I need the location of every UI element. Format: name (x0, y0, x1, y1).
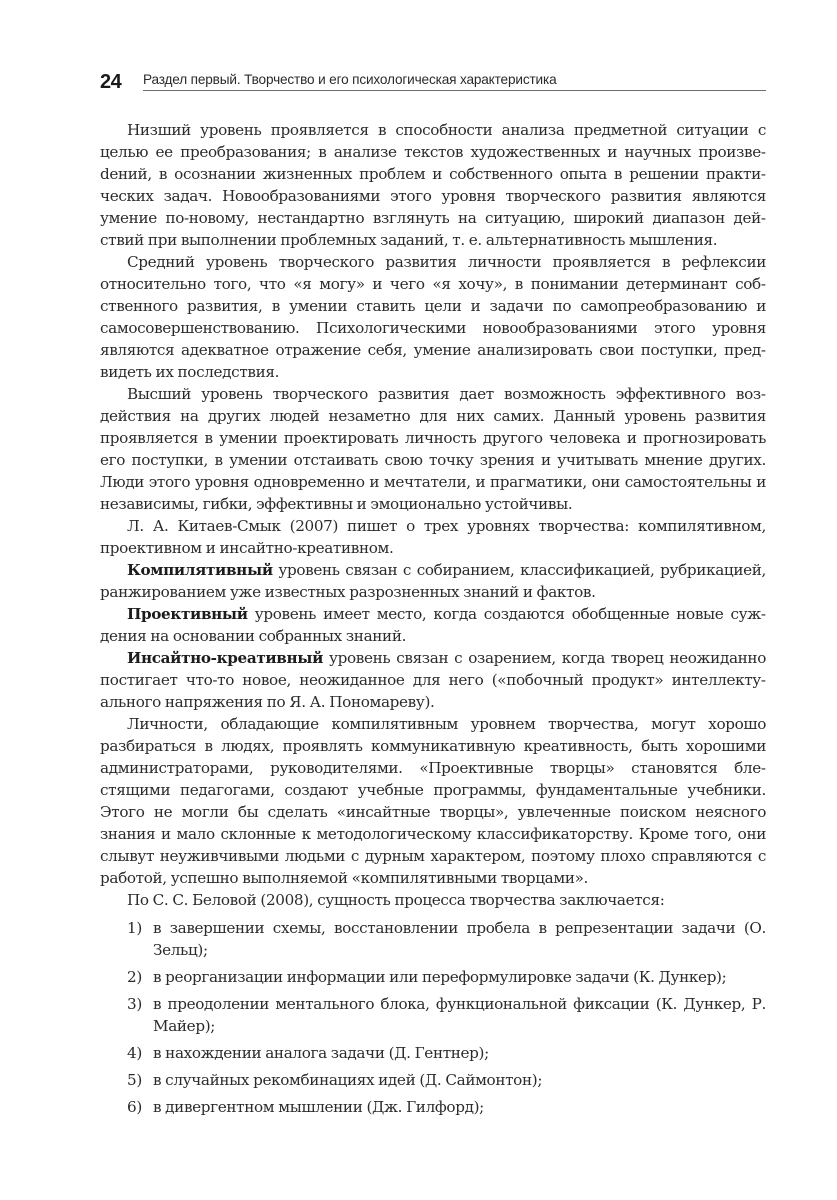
list-number: 6) (127, 1098, 142, 1116)
running-title: Раздел первый. Творчество и его психологическая характеристика (143, 71, 766, 91)
paragraph-kitaev-smyk: Л. А. Китаев-Смык (2007) пишет о трех уровнях творчества: компилятивном, проективном и инсайтно-креативном. (100, 517, 766, 557)
list-number: 2) (127, 968, 142, 986)
list-number: 4) (127, 1044, 142, 1062)
list-text: в завершении схемы, восстановлении пробела в репрезентации задачи (О. Зельц); (153, 919, 766, 959)
term-compilative: Компилятивный (127, 561, 273, 579)
list-item (100, 1042, 766, 1064)
list-text: в дивергентном мышлении (Дж. Гилфорд); (153, 1098, 484, 1116)
list-item (100, 966, 766, 988)
list-item (100, 993, 766, 1037)
list-item (100, 917, 766, 961)
creativity-essence-list (100, 917, 766, 1118)
term-projective: Проективный (127, 605, 248, 623)
paragraph-middle-level: Средний уровень творческого развития личности проявляется в рефлексии относительно того, что «я могу» и чего «я хочу», в понимании детерминант собственного развития, в умении ставить цели и задачи по самопреобразованию и самосовершенствованию. Психологическими новообразованиями этого уровня являются адекватное отражение себя, умение анализировать свои поступки, предвидеть их последствия. (100, 253, 766, 381)
paragraph-insight-creative (100, 647, 766, 713)
page-body (100, 119, 766, 1123)
page-header (100, 70, 766, 92)
list-item (100, 1069, 766, 1091)
page-number: 24 (100, 71, 122, 93)
list-text: в нахождении аналога задачи (Д. Гентнер); (153, 1044, 489, 1062)
paragraph-personalities: Личности, обладающие компилятивным уровнем творчества, могут хорошо разбираться в людях, проявлять коммуникативную креативность, быть хорошими администраторами, руководителями. «Проективные творцы» становятся блестящими педагогами, создают учебные программы, фундаментальные учебники. Этого не могли бы сделать «инсайтные творцы», увлеченные поиском неясного знания и мало склонные к методологическому классификаторству. Кроме того, они слывут неуживчивыми людьми с дурным характером, поэтому плохо справляются с работой, успешно выполняемой «компилятивными творцами». (100, 715, 766, 887)
list-number: 5) (127, 1071, 142, 1089)
paragraph-lower-level: Низший уровень проявляется в способности анализа предметной ситуации с целью ее преобразования; в анализе текстов художественных и научных произвеdений, в осознании жизненных проблем и собственного опыта в решении практических задач. Новообразованиями этого уровня творческого развития являются умение по-новому, нестандартно взглянуть на ситуацию, широкий диапазон действий при выполнении проблемных заданий, т. е. альтернативность мышления. (100, 121, 766, 249)
list-text: в случайных рекомбинациях идей (Д. Саймонтон); (153, 1071, 543, 1089)
definition-insight-creative: уровень связан с озарением, когда творец неожиданно постигает что-то новое, неожиданное для него («побочный продукт» интеллектуального напряжения по Я. А. Пономареву). (100, 649, 766, 711)
definition-projective: уровень имеет место, когда создаются обобщенные новые суждения на основании собранных знаний. (100, 605, 766, 645)
paragraph-projective (100, 603, 766, 647)
term-insight-creative: Инсайтно-креативный (127, 649, 324, 667)
list-number: 1) (127, 919, 142, 937)
list-item (100, 1096, 766, 1118)
paragraph-higher-level: Высший уровень творческого развития дает возможность эффективного воздействия на других людей незаметно для них самих. Данный уровень развития проявляется в умении проектировать личность другого человека и прогнозировать его поступки, в умении отстаивать свою точку зрения и учитывать мнение других. Люди этого уровня одновременно и мечтатели, и прагматики, они самостоятельны и независимы, гибки, эффективны и эмоционально устойчивы. (100, 385, 766, 513)
paragraph-compilative (100, 559, 766, 603)
list-number: 3) (127, 995, 142, 1013)
paragraph-belova: По С. С. Беловой (2008), сущность процесса творчества заключается: (127, 891, 665, 909)
definition-compilative: уровень связан с собиранием, классификацией, рубрикацией, ранжированием уже известных разрозненных знаний и фактов. (100, 561, 766, 601)
list-text: в преодолении ментального блока, функциональной фиксации (К. Дункер, Р. Майер); (153, 995, 766, 1035)
list-text: в реорганизации информации или переформулировке задачи (К. Дункер); (153, 968, 727, 986)
